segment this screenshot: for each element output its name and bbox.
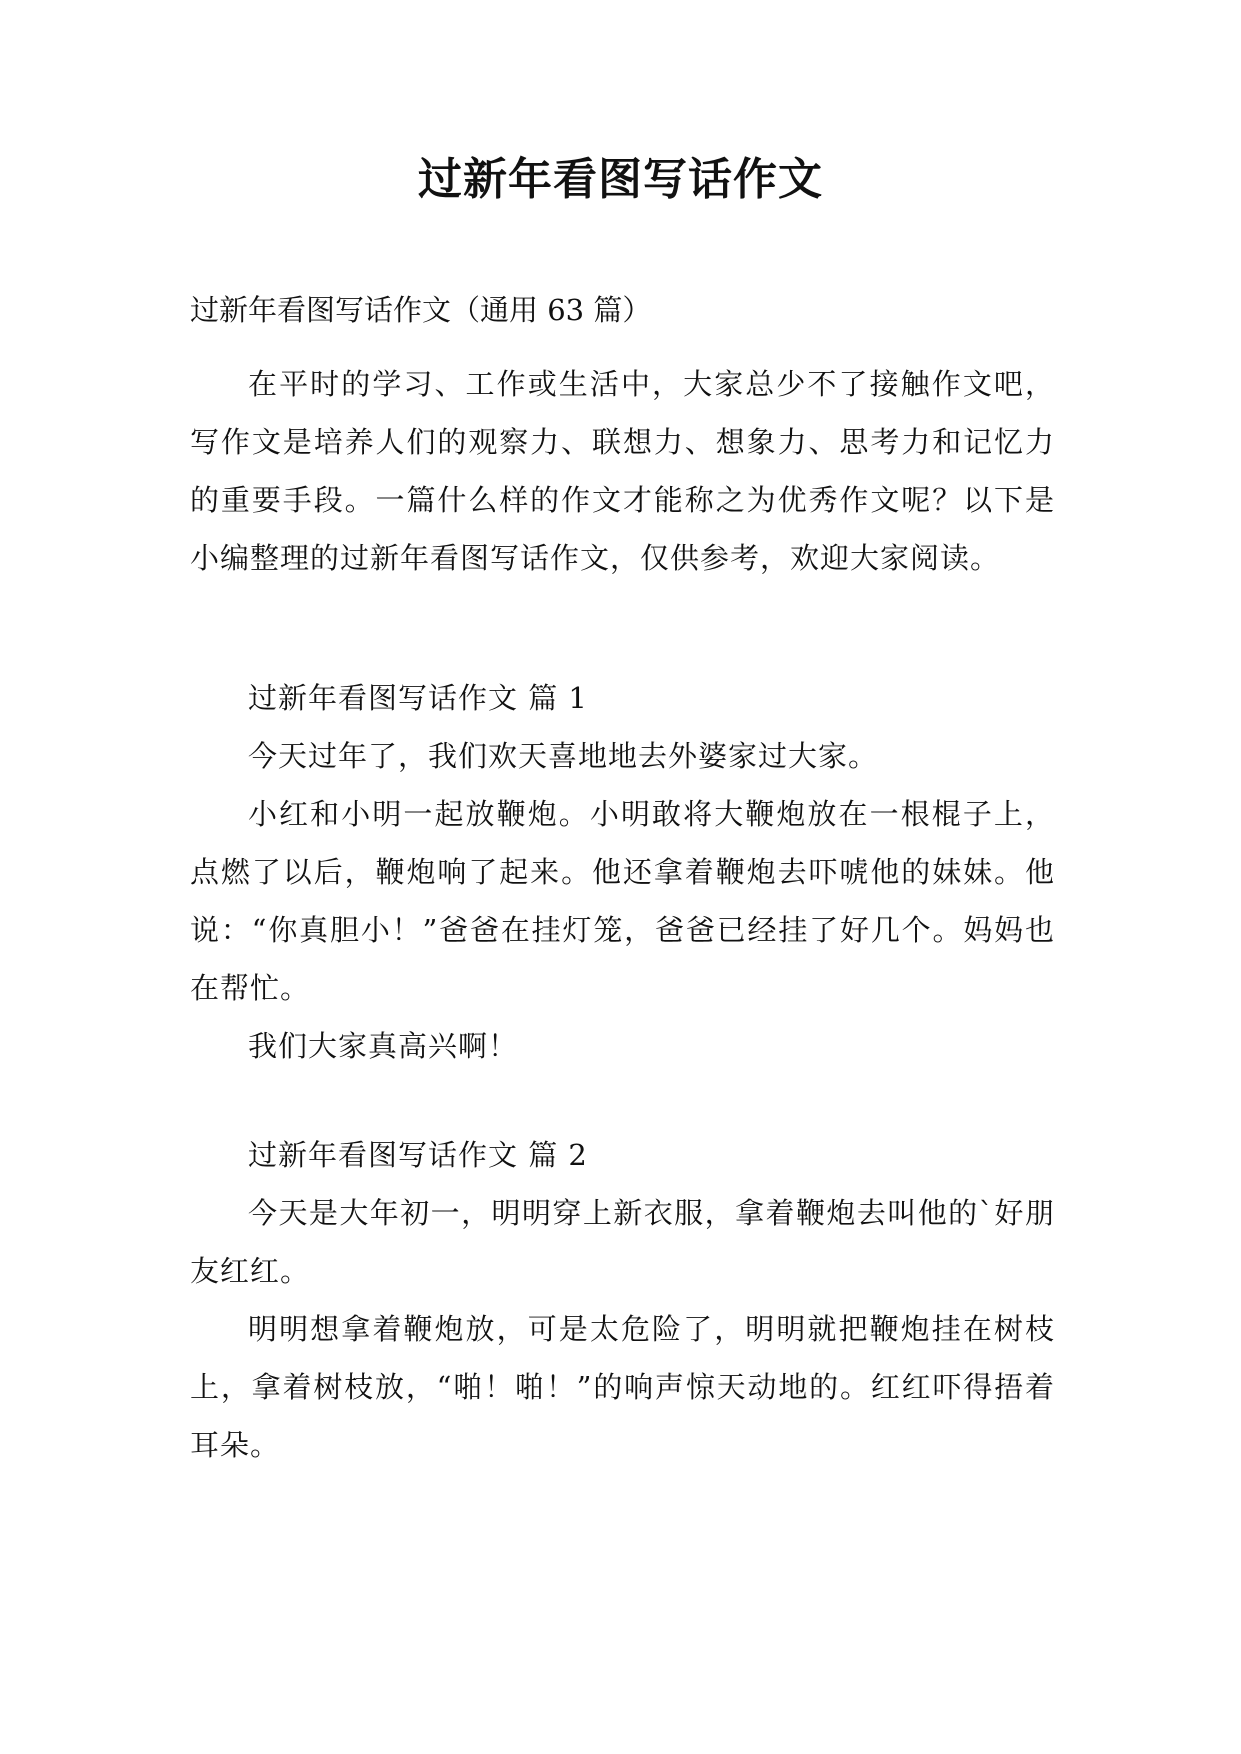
section-paragraph: 小红和小明一起放鞭炮。小明敢将大鞭炮放在一根棍子上，点燃了以后，鞭炮响了起来。他还拿着鞭炮去吓唬他的妹妹。他说：“你真胆小！”爸爸在挂灯笼，爸爸已经挂了好几个。妈妈也在帮忙。 <box>190 797 1055 1005</box>
section-heading: 过新年看图写话作文 篇 2 <box>248 1138 588 1172</box>
intro-paragraph: 在平时的学习、工作或生活中，大家总少不了接触作文吧，写作文是培养人们的观察力、联想力、想象力、思考力和记忆力的重要手段。一篇什么样的作文才能称之为优秀作文呢？以下是小编整理的过新年看图写话作文，仅供参考，欢迎大家阅读。 <box>190 367 1055 575</box>
section-paragraph: 我们大家真高兴啊！ <box>248 1029 519 1063</box>
section-paragraph: 明明想拿着鞭炮放，可是太危险了，明明就把鞭炮挂在树枝上，拿着树枝放，“啪！啪！”的响声惊天动地的。红红吓得捂着耳朵。 <box>190 1312 1055 1462</box>
section-2 <box>190 1126 1055 1474</box>
intro-block <box>190 355 1055 587</box>
section-paragraph: 今天是大年初一，明明穿上新衣服，拿着鞭炮去叫他的`好朋友红红。 <box>190 1196 1055 1288</box>
document-title: 过新年看图写话作文 <box>418 154 823 205</box>
section-paragraph: 今天过年了，我们欢天喜地地去外婆家过大家。 <box>248 739 879 773</box>
section-1 <box>190 669 1055 1075</box>
section-heading: 过新年看图写话作文 篇 1 <box>248 681 588 715</box>
document-subtitle: 过新年看图写话作文（通用 63 篇） <box>190 293 652 327</box>
